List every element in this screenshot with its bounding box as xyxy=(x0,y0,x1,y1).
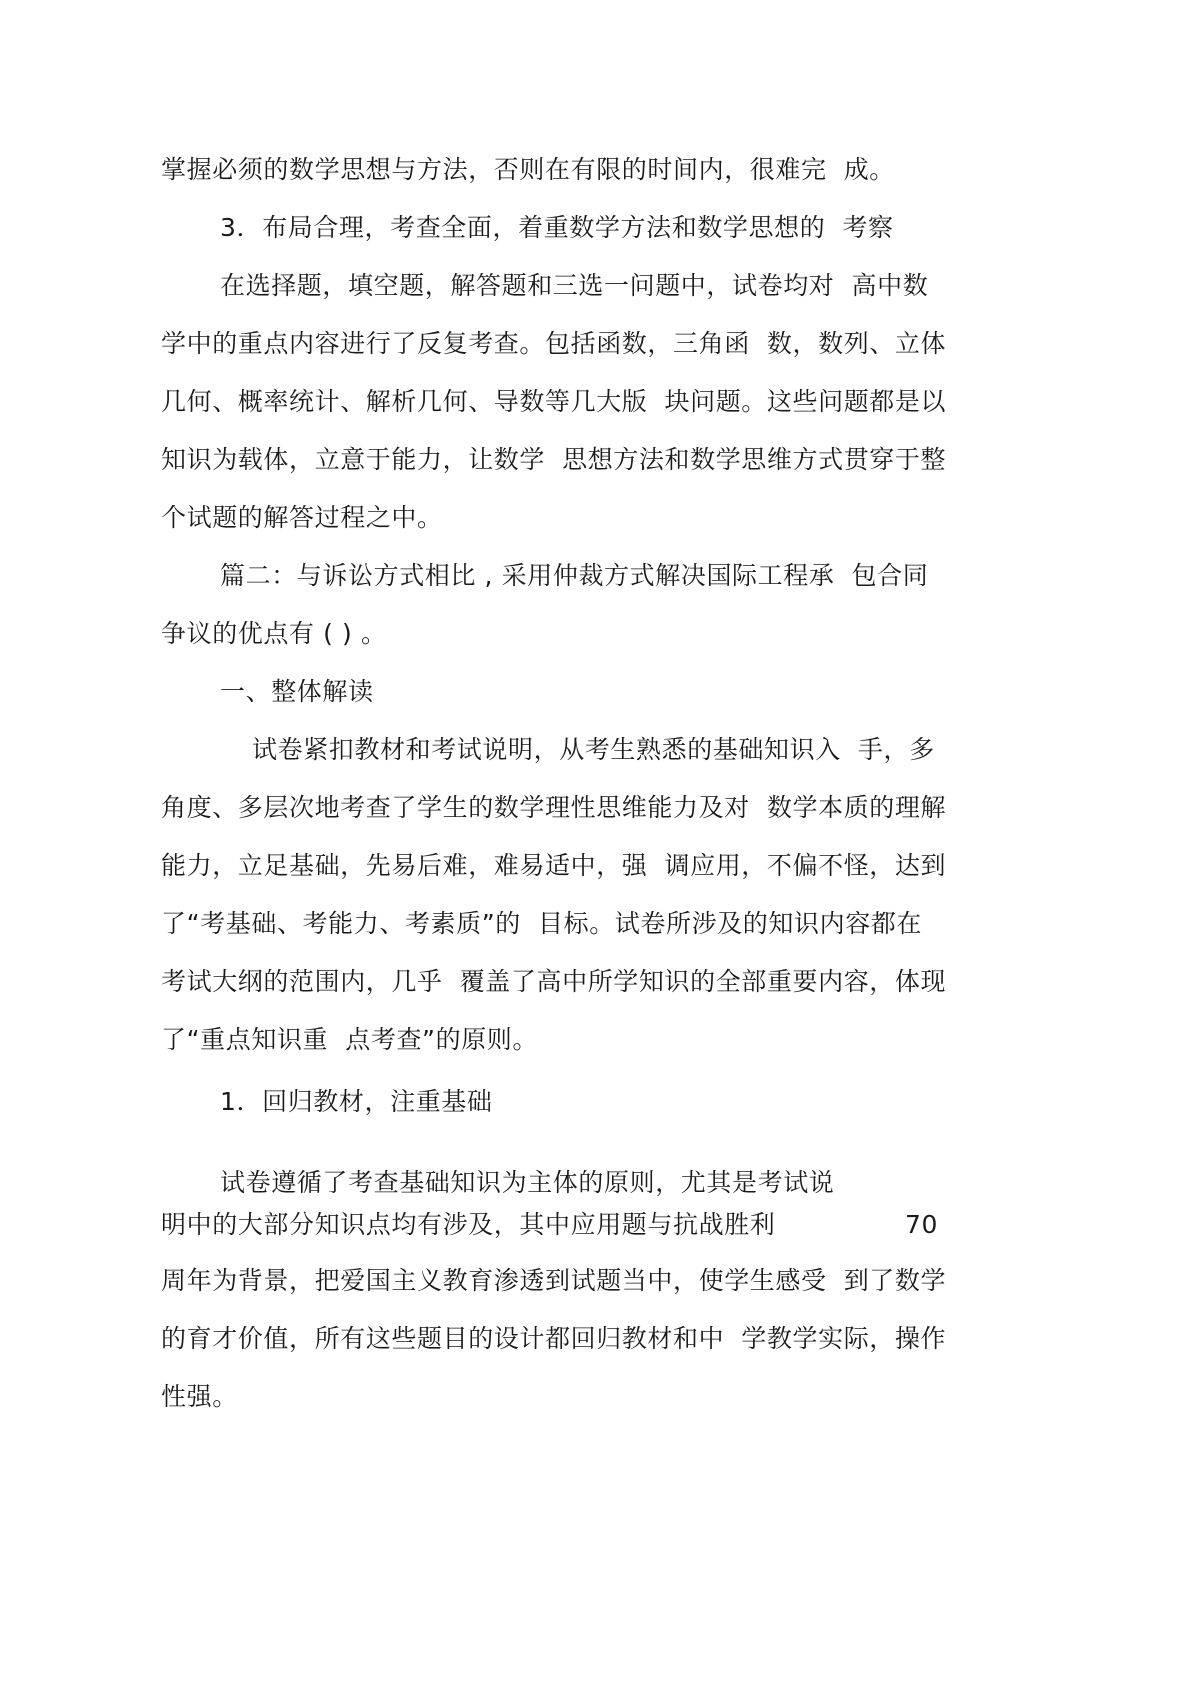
text-line: 试卷紧扣教材和考试说明，从考生熟悉的基础知识入 手，多 xyxy=(252,735,935,764)
text-line: 考试大纲的范围内，几乎 覆盖了高中所学知识的全部重要内容，体现 xyxy=(161,967,947,996)
text-line: 试卷遵循了考查基础知识为主体的原则，尤其是考试说 xyxy=(220,1168,835,1197)
text-line: 篇二：与诉讼方式相比 , 采用仲裁方式解决国际工程承 包合同 xyxy=(220,561,929,590)
text-line: 角度、多层次地考查了学生的数学理性思维能力及对 数学本质的理解 xyxy=(161,793,947,822)
text-line: 的育才价值，所有这些题目的设计都回归教材和中 学教学实际，操作 xyxy=(161,1324,947,1353)
text-line: 个试题的解答过程之中。 xyxy=(161,503,443,532)
inline-number: 70 xyxy=(905,1210,939,1239)
text-line: 性强。 xyxy=(161,1382,238,1411)
text-line: 能力，立足基础，先易后难，难易适中，强 调应用，不偏不怪，达到 xyxy=(161,851,947,880)
text-line: 掌握必须的数学思想与方法，否则在有限的时间内，很难完 成。 xyxy=(161,155,895,184)
text-line: 几何、概率统计、解析几何、导数等几大版 块问题。这些问题都是以 xyxy=(161,387,947,416)
text-line: 在选择题，填空题，解答题和三选一问题中，试卷均对 高中数 xyxy=(220,271,929,300)
text-line: 争议的优点有 ( ) 。 xyxy=(161,619,387,648)
text-line: 了“重点知识重 点考查”的原则。 xyxy=(161,1025,538,1054)
text-line: 学中的重点内容进行了反复考查。包括函数，三角函 数，数列、立体 xyxy=(161,329,947,358)
text-line: 周年为背景，把爱国主义教育渗透到试题当中，使学生感受 到了数学 xyxy=(161,1266,947,1295)
text-line: 了“考基础、考能力、考素质”的 目标。试卷所涉及的知识内容都在 xyxy=(161,909,922,938)
text-line: 知识为载体，立意于能力，让数学 思想方法和数学思维方式贯穿于整 xyxy=(161,445,947,474)
text-line: 明中的大部分知识点均有涉及，其中应用题与抗战胜利 xyxy=(161,1210,776,1239)
section-heading: 1．回归教材，注重基础 xyxy=(220,1087,493,1116)
section-heading: 一、整体解读 xyxy=(220,677,374,706)
text-line: 3．布局合理，考查全面，着重数学方法和数学思想的 考察 xyxy=(220,213,894,242)
